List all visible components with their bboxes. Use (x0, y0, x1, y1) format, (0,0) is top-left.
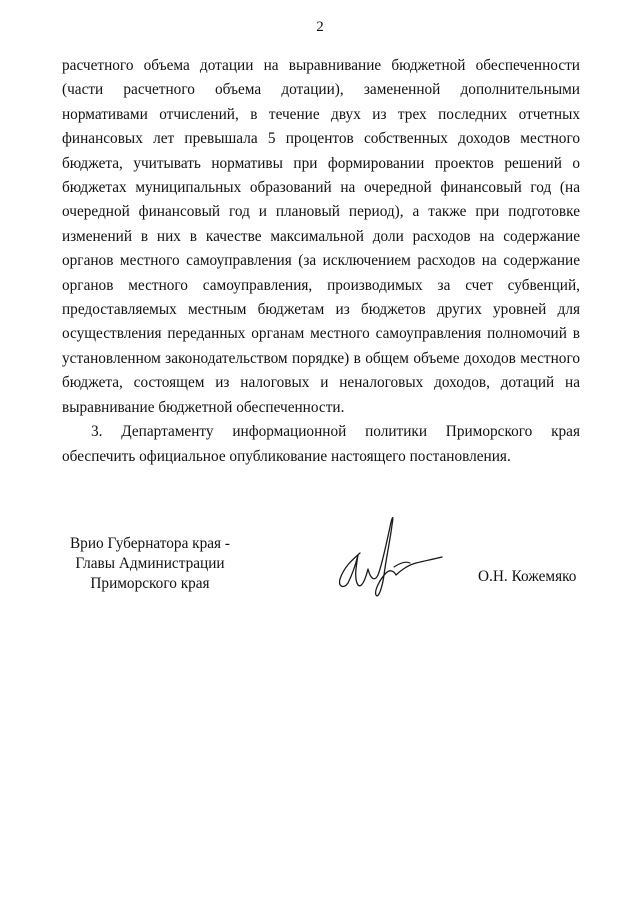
text-line: (части расчетного объема дотации), замененной дополнительными (62, 81, 580, 99)
signatory-position (60, 534, 240, 594)
text-line: органов местного самоуправления, производимых за счет субвенций, (62, 276, 580, 294)
handwritten-signature (330, 505, 450, 605)
text-line: нормативами отчислений, в течение двух из трех последних отчетных (62, 105, 580, 123)
text-line: очередной финансовый год и плановый период), а также при подготовке (62, 203, 580, 221)
position-line: Врио Губернатора края - (69, 535, 231, 552)
text-line: обеспечить официальное опубликование настоящего постановления. (62, 447, 511, 465)
text-line: 3. Департаменту информационной политики Приморского края (91, 423, 580, 441)
paragraph-item-3 (62, 420, 580, 469)
text-line: органов местного самоуправления (за исключением расходов на содержание (62, 252, 580, 270)
text-line: бюджета, состоящем из налоговых и неналоговых доходов, дотаций на (62, 374, 580, 392)
text-line: бюджетах муниципальных образований на очередной финансовый год (на (62, 179, 580, 197)
text-line: выравнивание бюджетной обеспеченности. (62, 398, 345, 416)
position-line: Приморского края (90, 575, 210, 592)
text-line: осуществления переданных органам местного самоуправления полномочий в (62, 325, 580, 343)
page-number: 2 (316, 19, 324, 35)
text-line: изменений в них в качестве максимальной доли расходов на содержание (62, 227, 580, 245)
text-line: расчетного объема дотации на выравнивание бюджетной обеспеченности (62, 57, 580, 74)
position-line: Главы Администрации (75, 555, 225, 572)
signer-name: О.Н. Кожемяко (478, 568, 577, 585)
text-line: установленном законодательством порядке) в общем объеме доходов местного (62, 349, 580, 367)
document-body (62, 54, 580, 469)
text-line: предоставляемых местным бюджетам из бюджетов других уровней для (62, 301, 580, 319)
text-line: бюджета, учитывать нормативы при формировании проектов решений о (62, 154, 580, 172)
text-line: финансовых лет превышала 5 процентов собственных доходов местного (62, 130, 580, 148)
paragraph-continuation (62, 54, 580, 420)
